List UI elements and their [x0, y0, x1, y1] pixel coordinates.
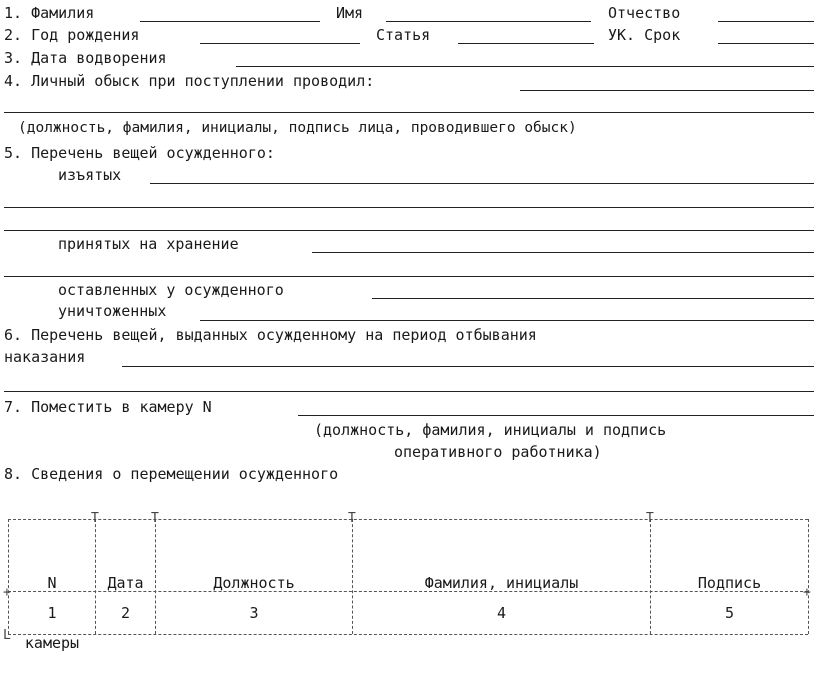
article-label: Статья: [376, 26, 431, 44]
table-border-right: [808, 519, 809, 634]
table-divider-1: [95, 519, 96, 634]
section8-title: 8. Сведения о перемещении осужденного: [4, 465, 339, 483]
header-line: Подпись: [697, 574, 762, 592]
table-divider-2: [155, 519, 156, 634]
article-field[interactable]: [458, 43, 594, 44]
surname-field[interactable]: [140, 21, 320, 22]
table-col-number: 3: [249, 604, 259, 622]
table-tick: T: [91, 511, 99, 526]
table-divider-4: [650, 519, 651, 634]
table-tick: T: [151, 511, 159, 526]
search-officer-field[interactable]: [520, 90, 814, 91]
table-divider-3: [352, 519, 353, 634]
search-caption: (должность, фамилия, инициалы, подпись лица, проводившего обыск): [18, 120, 577, 136]
table-col-number: 5: [724, 604, 735, 622]
seized-field-3[interactable]: [4, 230, 814, 231]
table-col-number: 2: [120, 604, 131, 622]
search-label: 4. Личный обыск при поступлении проводил:: [4, 72, 375, 90]
section7-caption-2: оперативного работника): [394, 443, 602, 461]
table-tick: T: [348, 511, 356, 526]
left-with-convict-field[interactable]: [372, 298, 814, 299]
section5-title: 5. Перечень вещей осужденного:: [4, 144, 275, 162]
birth-year-label: 2. Год рождения: [4, 26, 140, 44]
storage-field-2[interactable]: [4, 276, 814, 277]
section7-caption-1: (должность, фамилия, инициалы и подпись: [314, 421, 667, 439]
storage-label: принятых на хранение: [58, 235, 239, 253]
name-label: Имя: [336, 4, 364, 22]
table-cross: +: [3, 585, 11, 600]
cell-number-field[interactable]: [298, 415, 814, 416]
name-field[interactable]: [386, 21, 591, 22]
search-officer-field-2[interactable]: [4, 112, 814, 113]
admission-date-label: 3. Дата водворения: [4, 49, 167, 67]
issued-items-field[interactable]: [122, 366, 814, 367]
section6-line2: наказания: [4, 348, 86, 366]
header-line: Фамилия, инициалы: [424, 574, 579, 592]
destroyed-label: уничтоженных: [58, 302, 167, 320]
header-line: камеры: [24, 634, 80, 652]
patronymic-label: Отчество: [608, 4, 681, 22]
table-tick: T: [646, 511, 654, 526]
table-bottom-border: [8, 634, 808, 635]
header-line: Дата: [107, 574, 144, 592]
code-term-label: УК. Срок: [608, 26, 681, 44]
cell-assignment-label: 7. Поместить в камеру N: [4, 398, 212, 416]
header-line: N: [47, 574, 57, 592]
birth-year-field[interactable]: [200, 43, 360, 44]
destroyed-field[interactable]: [200, 320, 814, 321]
header-line: Должность: [213, 574, 295, 592]
seized-field[interactable]: [150, 183, 814, 184]
table-corner: L: [3, 628, 11, 643]
table-cross: +: [803, 585, 811, 600]
surname-label: 1. Фамилия: [4, 4, 95, 22]
left-with-convict-label: оставленных у осужденного: [58, 281, 284, 299]
storage-field[interactable]: [312, 252, 814, 253]
seized-field-2[interactable]: [4, 207, 814, 208]
admission-date-field[interactable]: [236, 66, 814, 67]
table-top-border: [8, 519, 808, 520]
issued-items-field-2[interactable]: [4, 391, 814, 392]
seized-label: изъятых: [58, 166, 122, 184]
table-border-left: [8, 519, 9, 634]
table-col-number: 1: [47, 604, 57, 622]
section6-line1: 6. Перечень вещей, выданных осужденному на период отбывания: [4, 326, 537, 344]
table-col-number: 4: [496, 604, 507, 622]
term-field[interactable]: [718, 43, 814, 44]
patronymic-field[interactable]: [718, 21, 814, 22]
